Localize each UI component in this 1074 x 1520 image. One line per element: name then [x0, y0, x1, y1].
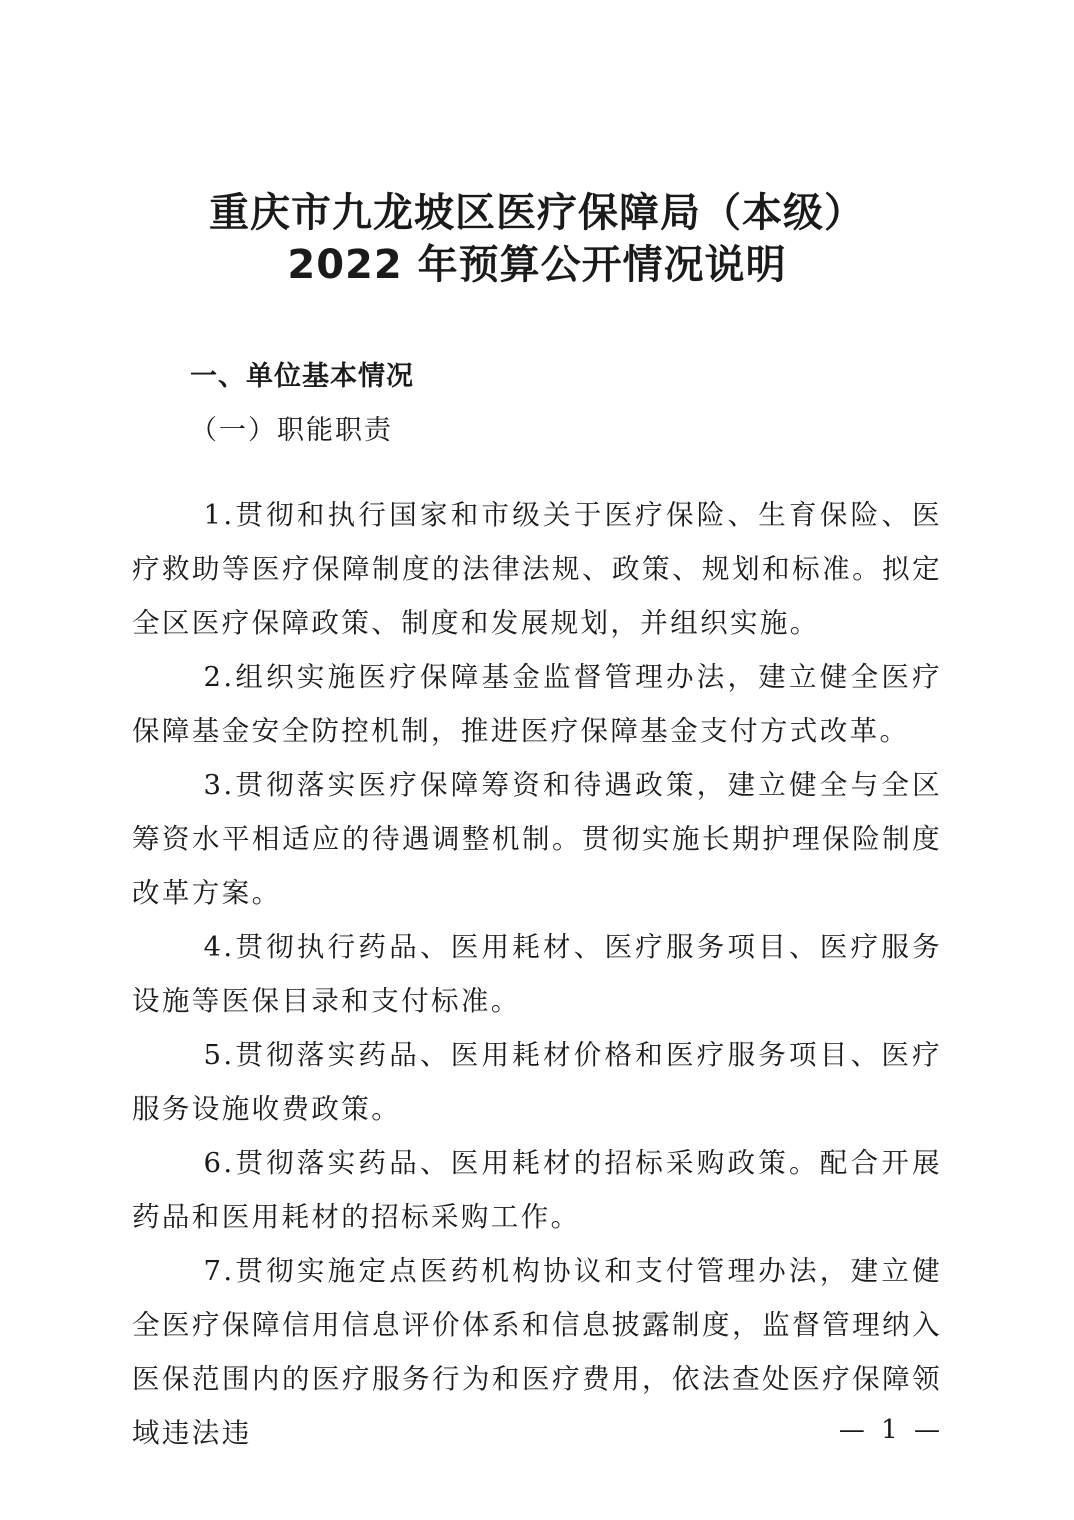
- subsection-heading: （一）职能职责: [190, 415, 393, 446]
- paragraph-6: 6.贯彻落实药品、医用耗材的招标采购政策。配合开展药品和医用耗材的招标采购工作。: [132, 1146, 942, 1233]
- paragraph-4: 4.贯彻执行药品、医用耗材、医疗服务项目、医疗服务设施等医保目录和支付标准。: [132, 930, 942, 1017]
- paragraph-2: 2.组织实施医疗保障基金监督管理办法，建立健全医疗保障基金安全防控机制，推进医疗保障基金支付方式改革。: [132, 660, 942, 747]
- page-number: — 1 —: [838, 1415, 944, 1445]
- paragraph-1: 1.贯彻和执行国家和市级关于医疗保险、生育保险、医疗救助等医疗保障制度的法律法规、政策、规划和标准。拟定全区医疗保障政策、制度和发展规划，并组织实施。: [132, 498, 942, 639]
- paragraph-5: 5.贯彻落实药品、医用耗材价格和医疗服务项目、医疗服务设施收费政策。: [132, 1038, 942, 1125]
- document-title-line-1: 重庆市九龙坡区医疗保障局（本级）: [209, 190, 865, 236]
- section-heading: 一、单位基本情况: [190, 361, 414, 392]
- document-title-line-2: 2022 年预算公开情况说明: [287, 242, 787, 288]
- paragraph-3: 3.贯彻落实医疗保障筹资和待遇政策，建立健全与全区筹资水平相适应的待遇调整机制。贯彻实施长期护理保险制度改革方案。: [132, 768, 942, 909]
- paragraph-7: 7.贯彻实施定点医药机构协议和支付管理办法，建立健全医疗保障信用信息评价体系和信息披露制度，监督管理纳入医保范围内的医疗服务行为和医疗费用，依法查处医疗保障领域违法违: [132, 1254, 942, 1449]
